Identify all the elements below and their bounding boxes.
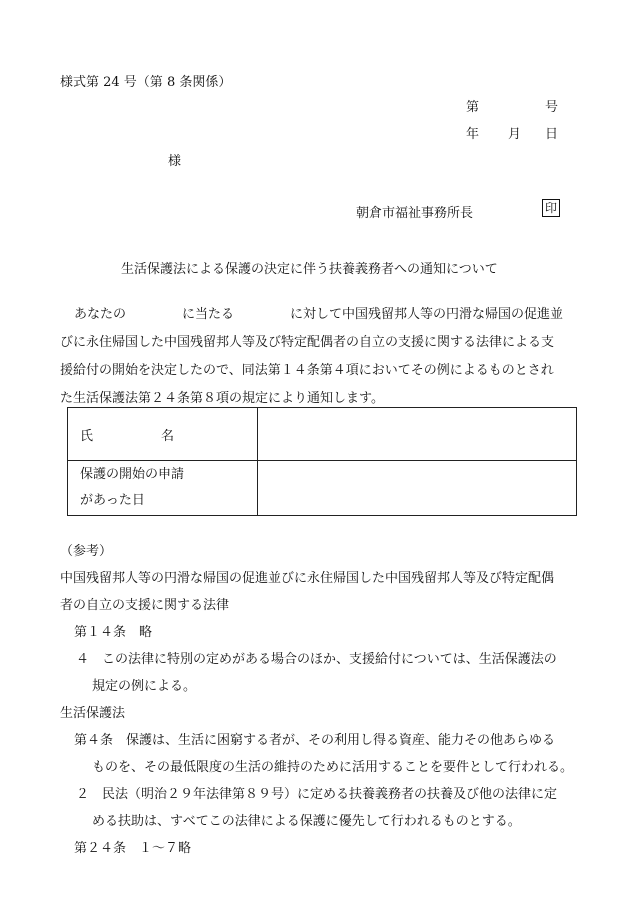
seal-mark <box>542 199 560 217</box>
table-row-name <box>68 408 577 461</box>
application-date-value-cell[interactable] <box>258 461 577 516</box>
body-line-3: 援給付の開始を決定したので、同法第１４条第４項においてその例によるものとされ <box>60 363 554 378</box>
date-year-label: 年 <box>466 127 480 142</box>
date-month-label: 月 <box>508 127 522 142</box>
notice-table <box>67 407 577 516</box>
body-line-1: あなたの に当たる に対して中国残留邦人等の円滑な帰国の促進並 <box>74 307 564 322</box>
law2-title: 生活保護法 <box>60 706 126 721</box>
law2-article-4-line1: 第４条 保護は、生活に困窮する者が、その利用し得る資産、能力その他あらゆる <box>74 733 556 748</box>
name-value-cell[interactable] <box>258 408 577 461</box>
law1-title-line2: 者の自立の支援に関する法律 <box>60 598 230 613</box>
law1-article-14-para-4-line1: ４ この法律に特別の定めがある場合のほか、支援給付については、生活保護法の <box>76 652 557 667</box>
law2-article-4-line2: ものを、その最低限度の生活の維持のために活用することを要件として行われる。 <box>92 760 574 775</box>
name-label-cell: 氏 名 <box>68 408 258 461</box>
number-label-go: 号 <box>545 100 559 115</box>
application-date-label-cell: 保護の開始の申請 があった日 <box>68 461 258 516</box>
issuer-name: 朝倉市福祉事務所長 <box>356 206 474 221</box>
body-paragraph <box>60 301 580 413</box>
table-row-application-date <box>68 461 577 516</box>
addressee-suffix: 様 <box>168 154 182 169</box>
law1-title-line1: 中国残留邦人等の円滑な帰国の促進並びに永住帰国した中国残留邦人等及び特定配偶 <box>60 571 555 586</box>
body-line-4: た生活保護法第２４条第８項の規定により通知します。 <box>60 391 384 406</box>
seal-label: 印 <box>542 199 560 217</box>
form-id: 様式第 24 号（第 8 条関係） <box>60 75 232 90</box>
law1-article-14: 第１４条 略 <box>74 625 153 640</box>
law2-article-4-para-2-line2: める扶助は、すべてこの法律による保護に優先して行われるものとする。 <box>92 814 521 829</box>
law2-article-4-para-2-line1: ２ 民法（明治２９年法律第８９号）に定める扶養義務者の扶養及び他の法律に定 <box>76 787 558 802</box>
body-line-2: びに永住帰国した中国残留邦人等及び特定配偶者の自立の支援に関する法律による支 <box>60 335 555 350</box>
law1-article-14-para-4-line2: 規定の例による。 <box>92 679 197 694</box>
number-label-dai: 第 <box>466 100 480 115</box>
document-title: 生活保護法による保護の決定に伴う扶養義務者への通知について <box>121 262 498 277</box>
date-day-label: 日 <box>545 127 559 142</box>
reference-heading: （参考） <box>60 544 113 559</box>
law2-article-24: 第２４条 １～７略 <box>74 841 192 856</box>
